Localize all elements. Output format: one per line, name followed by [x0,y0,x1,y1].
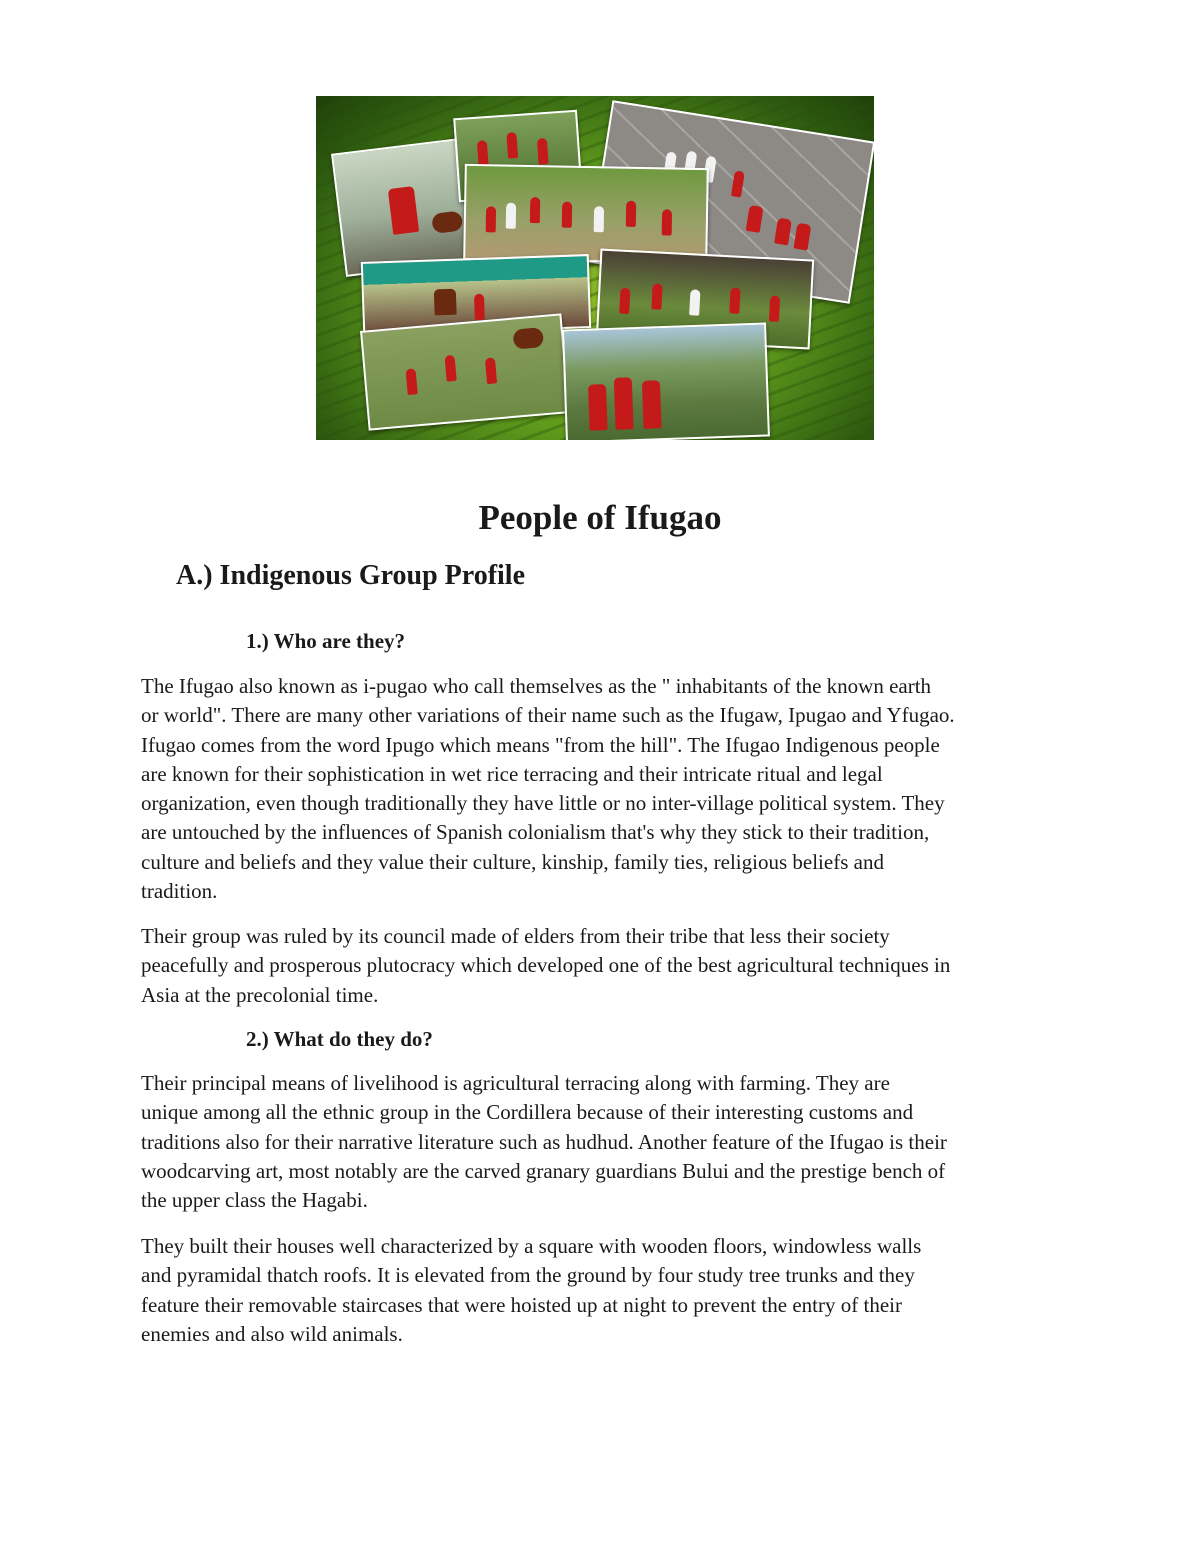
paragraph-who-are-they-2: Their group was ruled by its council made of elders from their tribe that less their society peacefully and prosperous plutocracy which developed one of the best agricultural techniques in Asia at the precolonial time. [141,924,951,1007]
subheading-who-are-they: 1.) Who are they? [246,629,406,653]
paragraph-what-do-they-do-1: Their principal means of livelihood is agricultural terracing along with farming. They are unique among all the ethnic group in the Cordillera because of their interesting customs and traditions also for their narrative literature such as hudhud. Another feature of the Ifugao is their woodcarving art, most notably are the carved granary guardians Bului and the prestige bench of the upper class the Hagabi. [141,1071,947,1213]
paragraph-who-are-they-1: The Ifugao also known as i-pugao who call themselves as the " inhabitants of the known earth or world". There are many other variations of their name such as the Ifugaw, Ipugao and Yfugao. Ifugao comes from the word Ipugo which means "from the hill". The Ifugao Indigenous people are known for their sophistication in wet rice terracing and their intricate ritual and legal organization, even though traditionally they have little or no inter-village political system. They are untouched by the influences of Spanish colonialism that's why they stick to their tradition, culture and beliefs and they value their culture, kinship, family ties, religious beliefs and tradition. [141,674,955,904]
collage-photo-mountains [562,322,770,440]
collage-photo-field [360,313,570,430]
ifugao-photo-collage [316,96,874,440]
paragraph-what-do-they-do-2: They built their houses well characterized by a square with wooden floors, windowless walls and pyramidal thatch roofs. It is elevated from the ground by four study tree trunks and they feature their removable staircases that were hoisted up at night to prevent the entry of their enemies and also wild animals. [141,1234,922,1346]
page-title: People of Ifugao [478,498,722,537]
subheading-what-do-they-do: 2.) What do they do? [246,1027,433,1051]
section-heading: A.) Indigenous Group Profile [176,560,526,591]
collage-photo-group-dance [463,164,709,264]
